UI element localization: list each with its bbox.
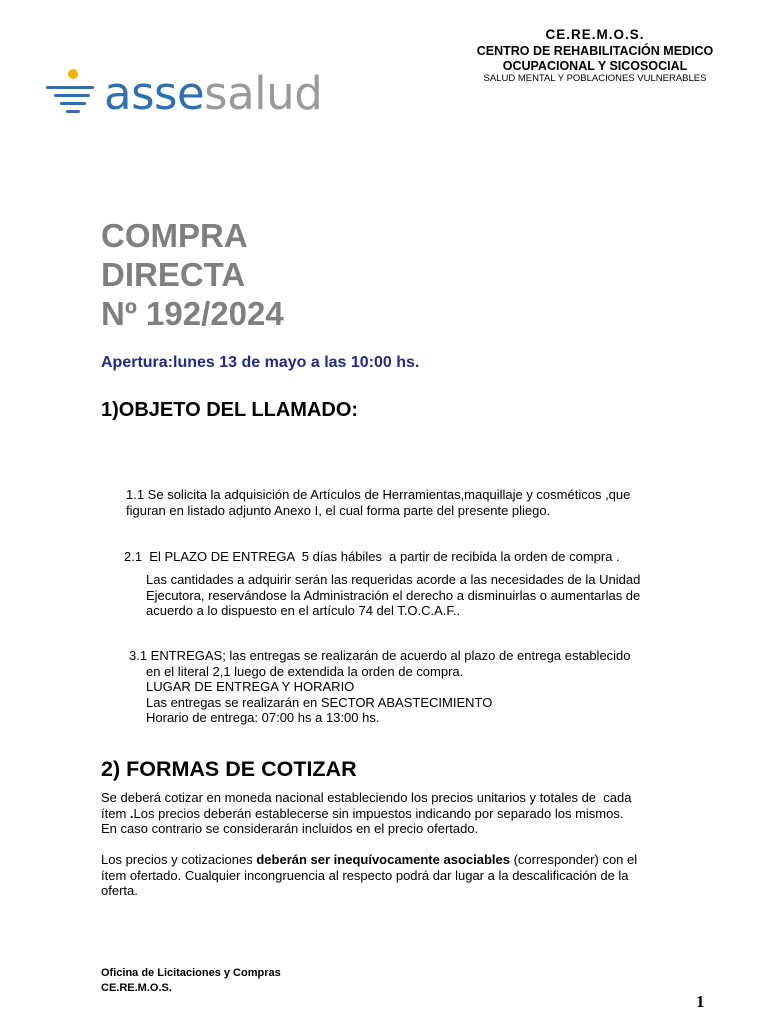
pa-line3: En caso contrario se considerarán incluidos en el precio ofertado.: [101, 821, 479, 836]
p21b-line2: Ejecutora, reservándose la Administración el derecho a disminuirlas o aumentarlas de: [146, 587, 641, 603]
paragraph-cotizar-b: [101, 852, 637, 899]
pb-line1: [101, 852, 637, 868]
title-line1: COMPRA: [101, 217, 248, 254]
title-line3: Nº 192/2024: [101, 295, 284, 332]
footer-line1: Oficina de Licitaciones y Compras: [101, 967, 281, 979]
header-org-line1: CENTRO DE REHABILITACIÓN MEDICO: [476, 44, 714, 58]
p31-line5: Horario de entrega: 07:00 hs a 13:00 hs.: [146, 710, 380, 725]
p21b-line1: Las cantidades a adquirir serán las requeridas acorde a las necesidades de la Unidad: [146, 572, 641, 587]
paragraph-2-1: 2.1 El PLAZO DE ENTREGA 5 días hábiles a partir de recibida la orden de compra .: [124, 549, 620, 564]
pa-line2-post: Los precios deberán establecerse sin impuestos indicando por separado los mismos.: [133, 805, 624, 821]
pa-line2-pre: ítem: [101, 805, 130, 821]
p11-line1: 1.1 Se solicita la adquisición de Artículos de Herramientas,maquillaje y cosméticos ,que: [126, 487, 631, 502]
p31-line2: en el literal 2,1 luego de extendida la orden de compra.: [146, 663, 464, 679]
paragraph-1-1: [126, 487, 630, 518]
paragraph-cotizar-a: [101, 790, 631, 837]
pa-line1: Se deberá cotizar en moneda nacional estableciendo los precios unitarios y totales de cada: [101, 790, 632, 805]
document-title: [101, 216, 284, 333]
paragraph-2-1-detail: [146, 572, 640, 619]
p31-line4: Las entregas se realizarán en SECTOR ABASTECIMIENTO: [146, 694, 493, 710]
pb-line1-bold: deberán ser inequívocamente asociables: [256, 852, 510, 867]
pb-line2: ítem ofertado. Cualquier incongruencia al respecto podrá dar lugar a la descalificación de la: [101, 867, 629, 883]
header-org-line2: OCUPACIONAL Y SICOSOCIAL: [502, 59, 688, 73]
p11-line2: figuran en listado adjunto Anexo I, el cual forma parte del presente pliego.: [126, 502, 551, 518]
footer: [101, 966, 281, 996]
apertura-date: Apertura:lunes 13 de mayo a las 10:00 hs.: [101, 354, 420, 371]
logo-word-salud: salud: [204, 67, 323, 120]
header-org-abbr: CE.RE.M.O.S.: [545, 27, 645, 42]
page-number: 1: [696, 992, 705, 1011]
pb-line1-post: (corresponder) con el: [509, 852, 638, 867]
logo-word-asse: asse: [104, 67, 205, 120]
asse-sun-icon: [46, 64, 104, 124]
p21b-line3: acuerdo a lo dispuesto en el artículo 74 del T.O.C.A.F..: [146, 603, 461, 618]
paragraph-3-1: [129, 648, 631, 726]
title-line2: DIRECTA: [101, 256, 246, 293]
pa-line2-bold: .: [129, 805, 134, 821]
logo-wordmark: [104, 68, 322, 120]
asse-salud-logo: [46, 64, 366, 124]
footer-line2: CE.RE.M.O.S.: [101, 982, 172, 994]
p31-line3: LUGAR DE ENTREGA Y HORARIO: [146, 679, 355, 694]
section2-heading: 2) FORMAS DE COTIZAR: [101, 757, 357, 781]
p31-line1: 3.1 ENTREGAS; las entregas se realizarán de acuerdo al plazo de entrega establecido: [129, 648, 631, 663]
pa-line2: [101, 806, 631, 822]
pb-line3: oferta.: [101, 883, 138, 898]
header-org-line3: SALUD MENTAL Y POBLACIONES VULNERABLES: [483, 73, 707, 84]
section1-heading: 1)OBJETO DEL LLAMADO:: [101, 399, 359, 421]
pb-line1-pre: Los precios y cotizaciones: [101, 852, 257, 867]
